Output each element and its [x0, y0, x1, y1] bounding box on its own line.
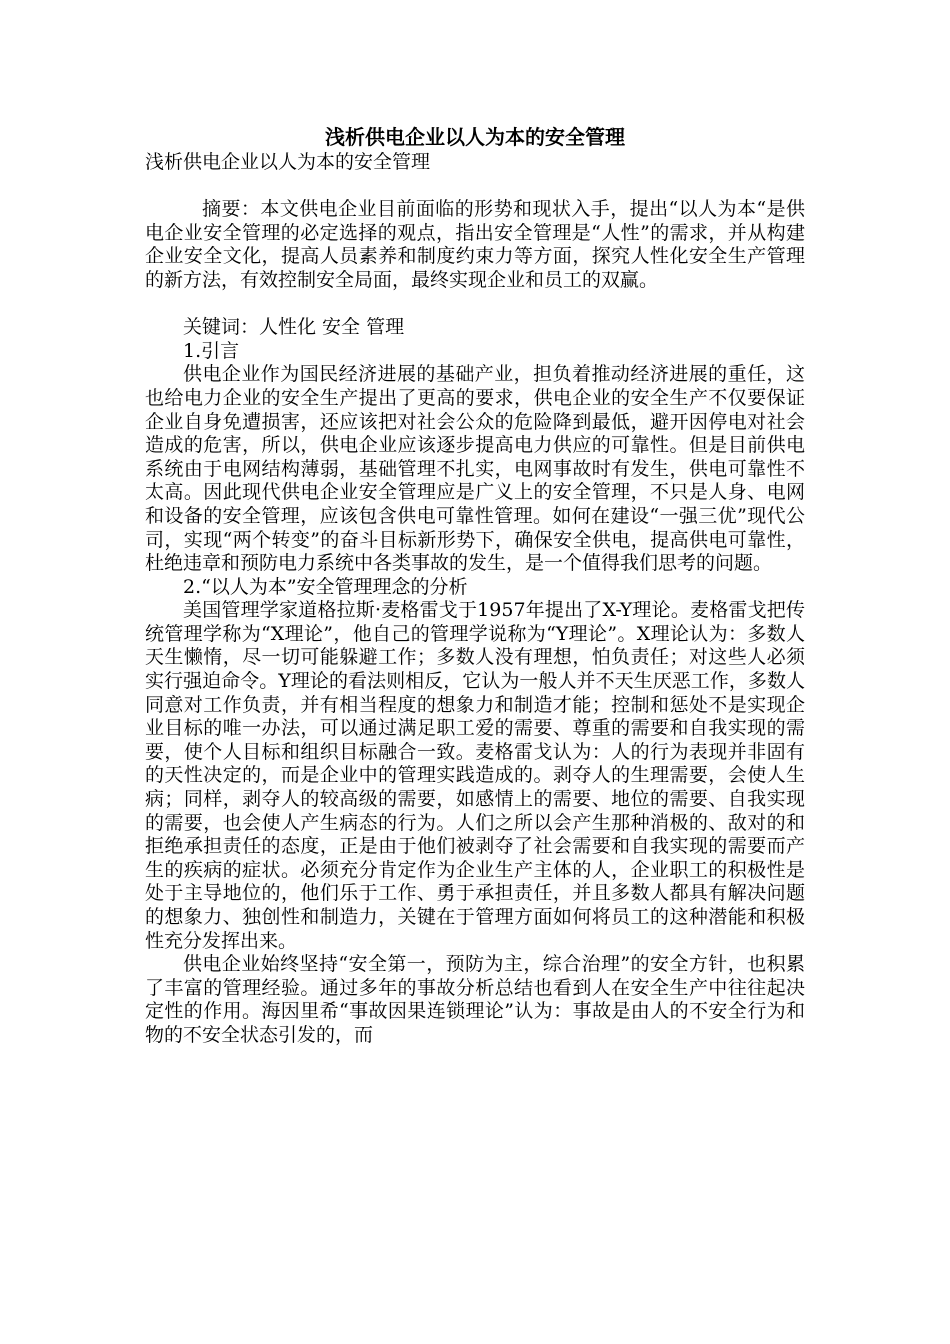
abstract-paragraph: 摘要：本文供电企业目前面临的形势和现状入手，提出“以人为本“是供电企业安全管理的必定选择的观点，指出安全管理是“人性”的需求，并从构建企业安全文化，提高人员素养和制度约束力等方面，探究人性化安全生产管理的新方法，有效控制安全局面，最终实现企业和员工的双赢。: [145, 198, 805, 291]
document-subtitle: 浅析供电企业以人为本的安全管理: [145, 151, 431, 173]
body-paragraph: 美国管理学家道格拉斯·麦格雷戈于1957年提出了X-Y理论。麦格雷戈把传统管理学称为“X理论”，他自己的管理学说称为“Y理论”。X理论认为：多数人天生懒惰，尽一切可能躲避工作；多数人没有理想，怕负责任；对这些人必须实行强迫命令。Y理论的看法则相反，它认为一般人并不天生厌恶工作，多数人同意对工作负责，并有相当程度的想象力和制造才能；控制和惩处不是实现企业目标的唯一办法，可以通过满足职工爱的需要、尊重的需要和自我实现的需要，使个人目标和组织目标融合一致。麦格雷戈认为：人的行为表现并非固有的天性决定的，而是企业中的管理实践造成的。剥夺人的生理需要，会使人生病；同样，剥夺人的较高级的需要，如感情上的需要、地位的需要、自我实现的需要，也会使人产生病态的行为。人们之所以会产生那种消极的、敌对的和拒绝承担责任的态度，正是由于他们被剥夺了社会需要和自我实现的需要而产生的疾病的症状。必须充分肯定作为企业生产主体的人，企业职工的积极性是处于主导地位的，他们乐于工作、勇于承担责任，并且多数人都具有解决问题的想象力、独创性和制造力，关键在于管理方面如何将员工的这种潜能和积极性充分发挥出来。: [145, 599, 805, 952]
body-paragraph: 供电企业始终坚持“安全第一，预防为主，综合治理”的安全方针，也积累了丰富的管理经验。通过多年的事故分析总结也看到人在安全生产中往往起决定性的作用。海因里希“事故因果连锁理论”认为：事故是由人的不安全行为和物的不安全状态引发的，而: [145, 953, 805, 1046]
blank-line: [145, 175, 805, 199]
section-heading: 2.“以人为本”安全管理理念的分析: [183, 575, 468, 598]
document-title: 浅析供电企业以人为本的安全管理: [325, 125, 625, 149]
keywords-line: 关键词：人性化 安全 管理: [183, 316, 405, 339]
section-heading: 1.引言: [183, 339, 240, 362]
document-body: [145, 151, 805, 1048]
blank-line: [145, 293, 805, 317]
body-paragraph: 供电企业作为国民经济进展的基础产业，担负着推动经济进展的重任，这也给电力企业的安全生产提出了更高的要求，供电企业的安全生产不仅要保证企业自身免遭损害，还应该把对社会公众的危险降到最低，避开因停电对社会造成的危害，所以，供电企业应该逐步提高电力供应的可靠性。但是目前供电系统由于电网结构薄弱，基础管理不扎实，电网事故时有发生，供电可靠性不太高。因此现代供电企业安全管理应是广义上的安全管理，不只是人身、电网和设备的安全管理，应该包含供电可靠性管理。如何在建设“一强三优”现代公司，实现“两个转变”的奋斗目标新形势下，确保安全供电，提高供电可靠性，杜绝违章和预防电力系统中各类事故的发生，是一个值得我们思考的问题。: [145, 363, 805, 575]
